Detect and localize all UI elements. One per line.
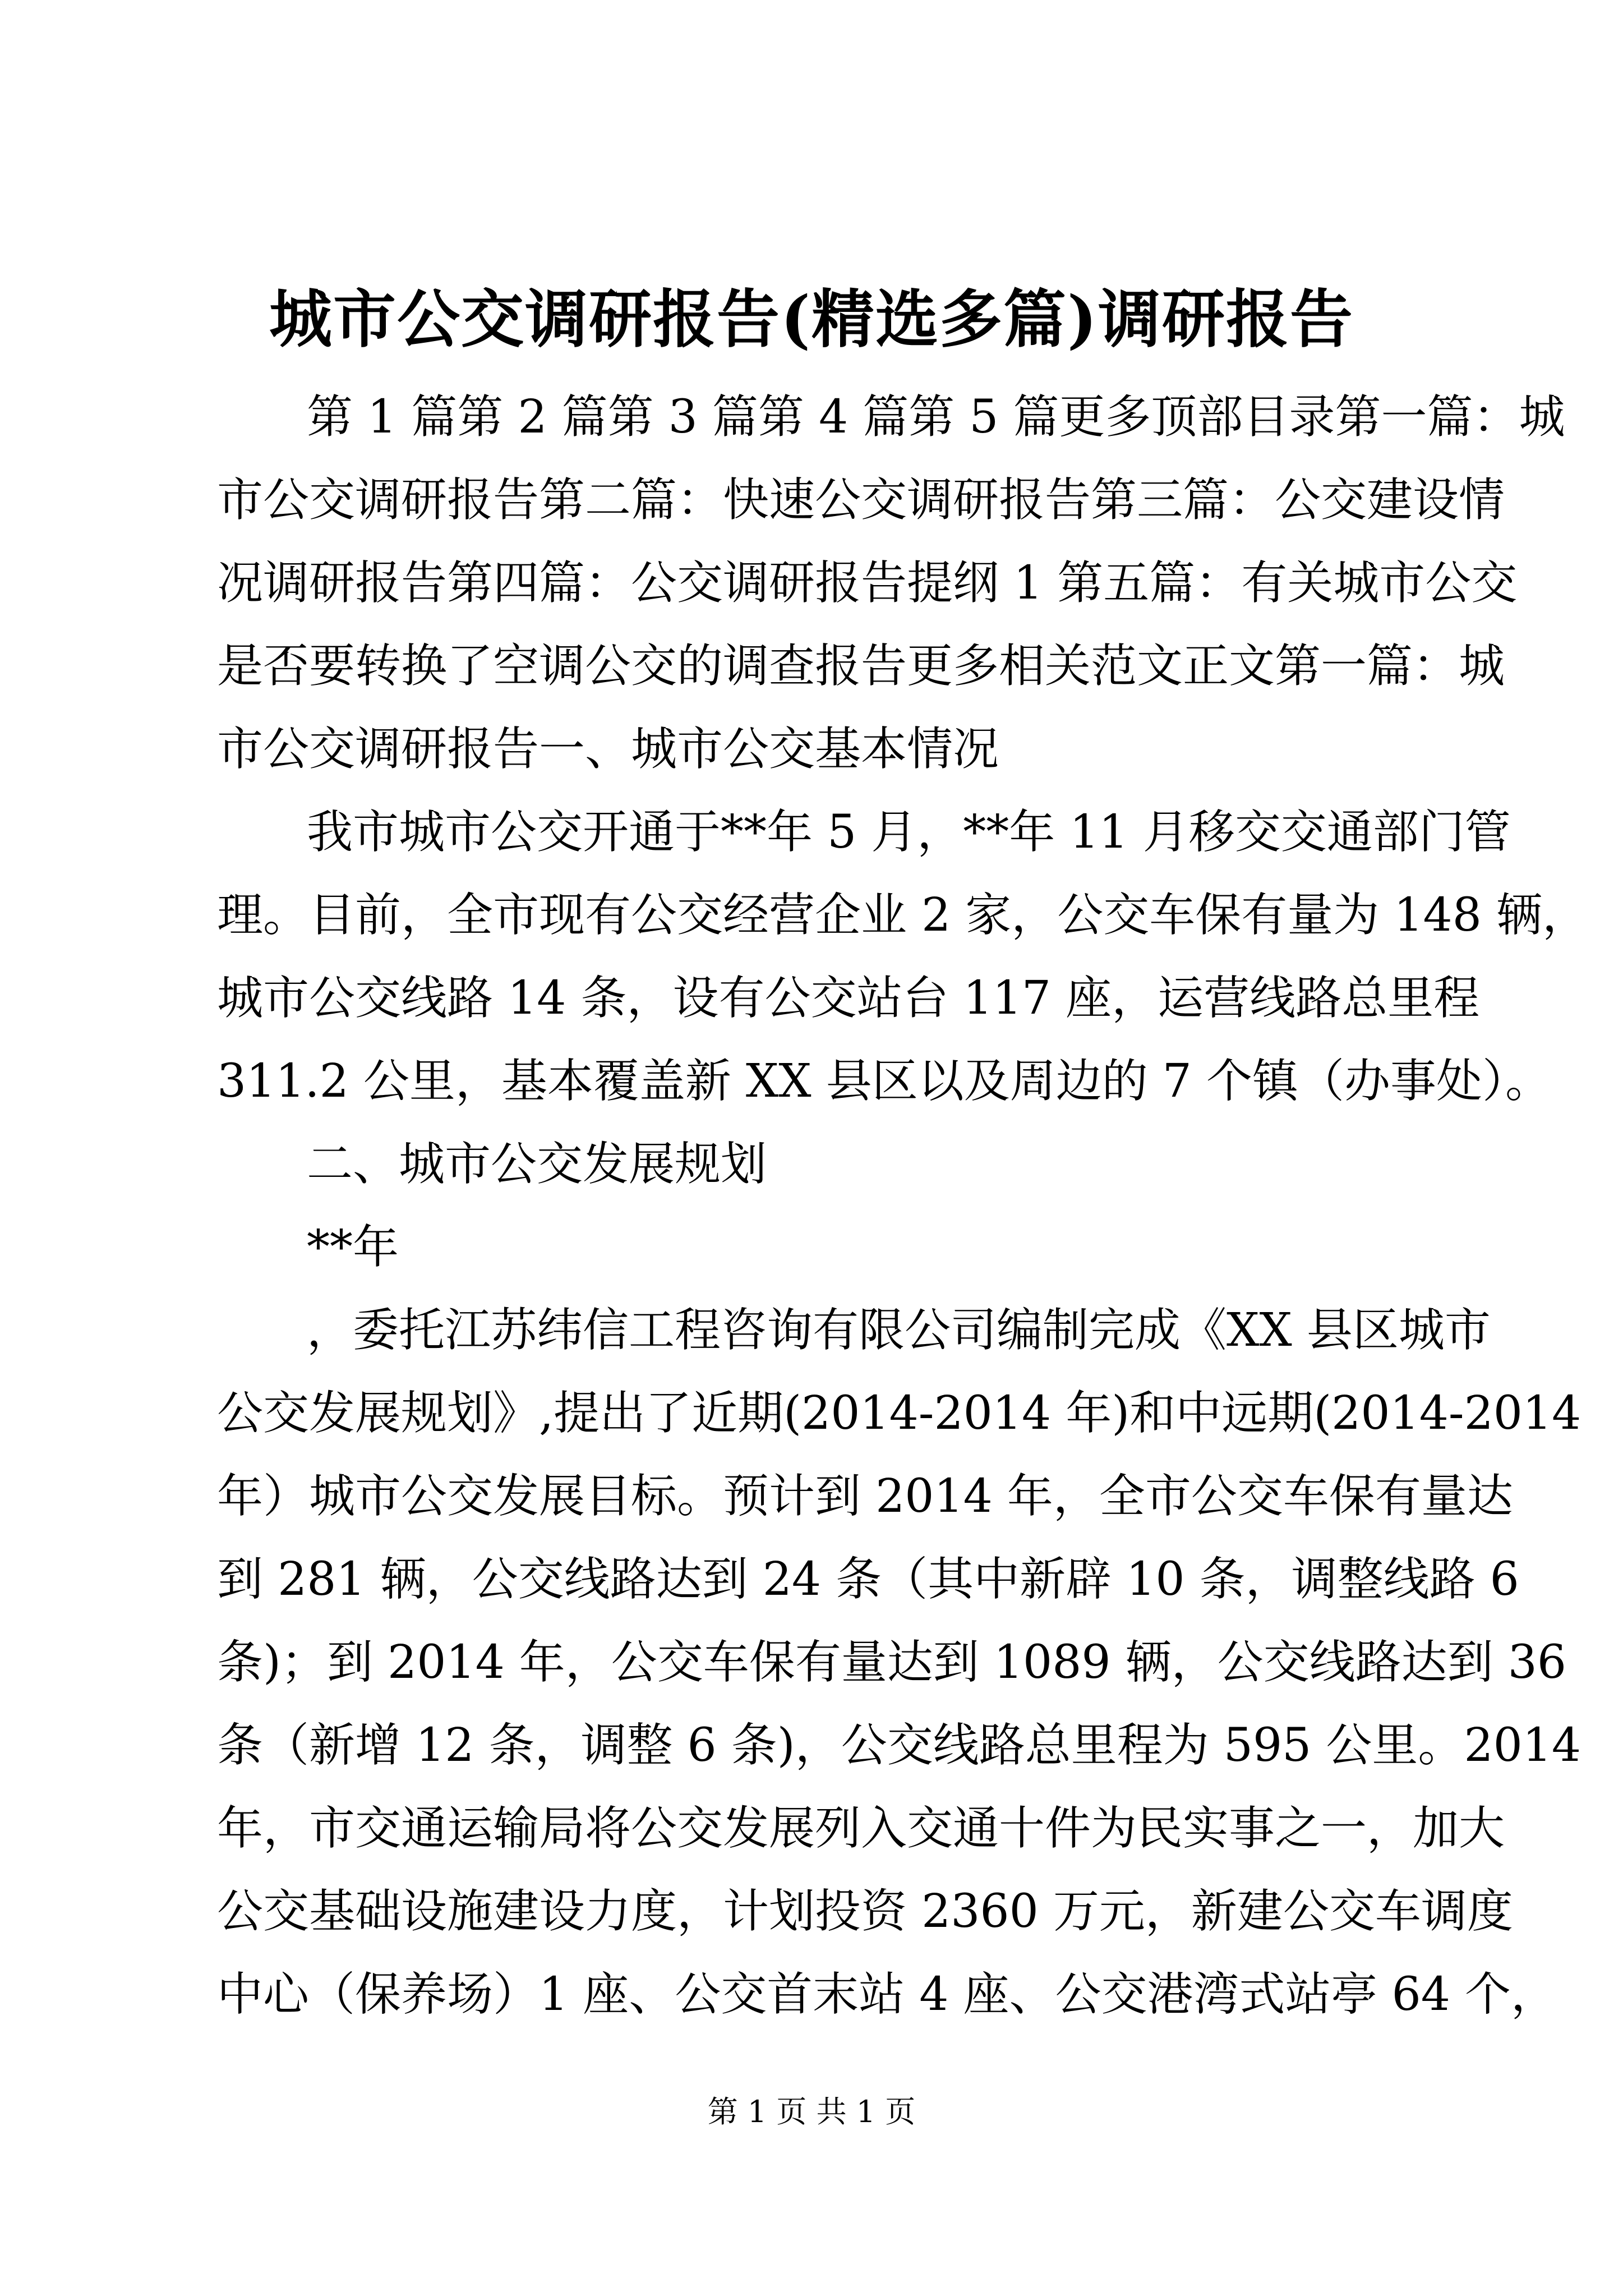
document-body — [217, 376, 1588, 2036]
section-heading — [217, 1123, 1417, 1206]
text-line: 年）城市公交发展目标。预计到 2014 年，全市公交车保有量达 — [217, 1470, 1513, 1523]
text-line: 年，市交通运输局将公交发展列入交通十件为民实事之一，加大 — [217, 1802, 1505, 1855]
text-line: 条)；到 2014 年，公交车保有量达到 1089 辆，公交线路达到 36 — [217, 1636, 1567, 1689]
paragraph — [217, 376, 1565, 791]
text-line: 311.2 公里，基本覆盖新 XX 县区以及周边的 7 个镇（办事处）。 — [217, 1055, 1552, 1108]
text-line: **年 — [307, 1221, 399, 1274]
text-line: 第 1 篇第 2 篇第 3 篇第 4 篇第 5 篇更多顶部目录第一篇：城 — [307, 390, 1565, 444]
text-line: ，委托江苏纬信工程咨询有限公司编制完成《XX 县区城市 — [307, 1304, 1491, 1357]
text-line: 到 281 辆，公交线路达到 24 条（其中新辟 10 条，调整线路 6 — [217, 1553, 1519, 1606]
paragraph — [217, 1289, 1581, 2036]
document-title: 城市公交调研报告(精选多篇)调研报告 — [269, 283, 1354, 356]
text-line: 公交基础设施建设力度，计划投资 2360 万元，新建公交车调度 — [217, 1885, 1513, 1938]
text-line: 城市公交线路 14 条，设有公交站台 117 座，运营线路总里程 — [217, 972, 1480, 1025]
text-line: 公交发展规划》,提出了近期(2014-2014 年)和中远期(2014-2014 — [217, 1387, 1581, 1440]
page-footer: 第 1 页 共 1 页 — [707, 2094, 916, 2129]
text-line: 我市城市公交开通于**年 5 月，**年 11 月移交交通部门管 — [307, 806, 1511, 859]
text-line: 市公交调研报告一、城市公交基本情况 — [217, 723, 999, 776]
text-line: 条（新增 12 条，调整 6 条)，公交线路总里程为 595 公里。2014 — [217, 1719, 1581, 1772]
paragraph — [217, 791, 1588, 1123]
text-line: 况调研报告第四篇：公交调研报告提纲 1 第五篇：有关城市公交 — [217, 556, 1518, 610]
text-line: 是否要转换了空调公交的调查报告更多相关范文正文第一篇：城 — [217, 639, 1505, 693]
text-line: 市公交调研报告第二篇：快速公交调研报告第三篇：公交建设情 — [217, 473, 1505, 527]
text-line: 理。目前，全市现有公交经营企业 2 家，公交车保有量为 148 辆， — [217, 889, 1588, 942]
text-line: 二、城市公交发展规划 — [307, 1138, 767, 1191]
paragraph — [217, 1206, 1417, 1289]
text-line: 中心（保养场）1 座、公交首末站 4 座、公交港湾式站亭 64 个， — [217, 1968, 1557, 2021]
